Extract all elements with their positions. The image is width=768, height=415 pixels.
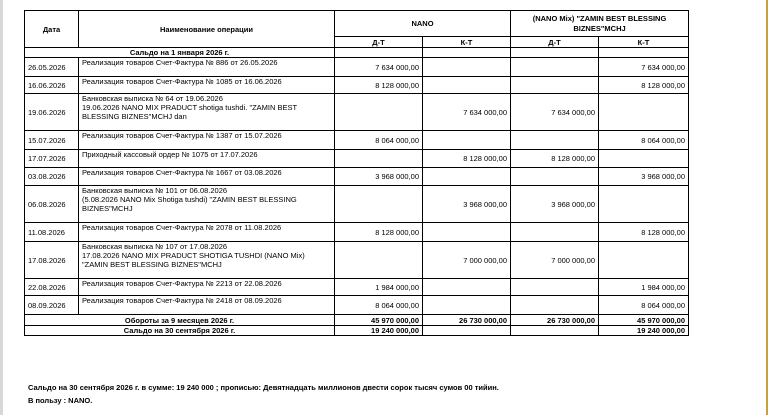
row-party1-debit: 8 128 000,00 [335, 223, 423, 242]
row-party1-debit [335, 186, 423, 223]
footer-balance-text: Сальдо на 30 сентября 2026 г. в сумме: 19 240 000 ; прописью: Девятнадцать миллионов двести сорок тысяч сумов 00 тийин. [28, 383, 499, 392]
row-party2-debit: 8 128 000,00 [511, 150, 599, 168]
row-party1-debit: 8 064 000,00 [335, 131, 423, 150]
table-row [25, 296, 689, 315]
row-description: Приходный кассовый ордер № 1075 от 17.07.2026 [79, 150, 335, 168]
row-description: Банковская выписка № 107 от 17.08.2026 17.08.2026 NANO MIX PRADUCT SHOTIGA TUSHDI (NANO Mix) "ZAMIN BEST BLESSING BIZNES"MCHJ [79, 242, 335, 279]
row-party2-debit [511, 279, 599, 296]
row-party1-credit: 3 968 000,00 [423, 186, 511, 223]
row-party1-debit: 8 064 000,00 [335, 296, 423, 315]
row-party2-credit: 8 128 000,00 [599, 77, 689, 94]
party2-debit-header: Д-Т [511, 37, 599, 48]
row-date: 17.08.2026 [25, 242, 79, 279]
table-row [25, 223, 689, 242]
opening-balance-row [25, 48, 689, 58]
closing-balance-label: Сальдо на 30 сентября 2026 г. [25, 326, 335, 336]
row-party1-credit [423, 77, 511, 94]
row-party1-credit [423, 131, 511, 150]
turnover-row [25, 315, 689, 326]
row-party1-credit: 7 634 000,00 [423, 94, 511, 131]
row-party2-debit: 7 634 000,00 [511, 94, 599, 131]
row-date: 17.07.2026 [25, 150, 79, 168]
row-party1-credit [423, 296, 511, 315]
table-row [25, 279, 689, 296]
row-party2-credit [599, 186, 689, 223]
row-party2-credit [599, 242, 689, 279]
party1-credit-header: К-Т [423, 37, 511, 48]
date-column-header: Дата [25, 11, 79, 48]
opening-balance-label: Сальдо на 1 января 2026 г. [25, 48, 335, 58]
table-row [25, 186, 689, 223]
row-party2-debit [511, 131, 599, 150]
party1-debit-header: Д-Т [335, 37, 423, 48]
row-party1-debit [335, 150, 423, 168]
row-party1-debit: 1 984 000,00 [335, 279, 423, 296]
party2-header: (NANO Mix) "ZAMIN BEST BLESSING BIZNES"MCHJ [511, 11, 689, 37]
row-date: 26.05.2026 [25, 58, 79, 77]
row-party2-debit [511, 296, 599, 315]
operation-column-header: Наименование операции [79, 11, 335, 48]
party1-header: NANO [335, 11, 511, 37]
closing-balance-row [25, 326, 689, 336]
reconciliation-table [24, 10, 689, 336]
party2-credit-header: К-Т [599, 37, 689, 48]
row-party1-credit [423, 168, 511, 186]
row-party2-credit [599, 150, 689, 168]
row-party2-credit [599, 94, 689, 131]
row-party2-debit: 7 000 000,00 [511, 242, 599, 279]
table-row [25, 131, 689, 150]
row-party1-credit [423, 279, 511, 296]
row-party2-credit: 1 984 000,00 [599, 279, 689, 296]
closing-balance-d1: 19 240 000,00 [335, 326, 423, 336]
row-description: Банковская выписка № 64 от 19.06.2026 19.06.2026 NANO MIX PRADUCT shotiga tushdi. "ZAMIN BEST BLESSING BIZNES"MCHJ dan [79, 94, 335, 131]
row-party1-credit: 8 128 000,00 [423, 150, 511, 168]
row-party2-debit [511, 168, 599, 186]
turnover-d1: 45 970 000,00 [335, 315, 423, 326]
row-description: Реализация товаров Счет-Фактура № 886 от 26.05.2026 [79, 58, 335, 77]
row-date: 11.08.2026 [25, 223, 79, 242]
turnover-label: Обороты за 9 месяцев 2026 г. [25, 315, 335, 326]
table-row [25, 242, 689, 279]
row-party1-debit: 8 128 000,00 [335, 77, 423, 94]
row-date: 15.07.2026 [25, 131, 79, 150]
table-row [25, 94, 689, 131]
row-party2-debit [511, 58, 599, 77]
row-party1-credit [423, 58, 511, 77]
row-description: Реализация товаров Счет-Фактура № 2418 от 08.09.2026 [79, 296, 335, 315]
row-description: Реализация товаров Счет-Фактура № 2078 от 11.08.2026 [79, 223, 335, 242]
row-party2-credit: 8 064 000,00 [599, 296, 689, 315]
row-party2-credit: 8 128 000,00 [599, 223, 689, 242]
turnover-c2: 45 970 000,00 [599, 315, 689, 326]
row-party2-credit: 3 968 000,00 [599, 168, 689, 186]
table-row [25, 168, 689, 186]
row-description: Реализация товаров Счет-Фактура № 2213 от 22.08.2026 [79, 279, 335, 296]
left-scroll-gutter [0, 0, 3, 415]
footer-in-favor-text: В пользу : NANO. [28, 396, 93, 405]
turnover-c1: 26 730 000,00 [423, 315, 511, 326]
row-date: 08.09.2026 [25, 296, 79, 315]
row-party2-debit [511, 223, 599, 242]
row-date: 22.08.2026 [25, 279, 79, 296]
table-row [25, 150, 689, 168]
table-row [25, 58, 689, 77]
row-party1-credit [423, 223, 511, 242]
row-date: 06.08.2026 [25, 186, 79, 223]
row-party1-debit: 3 968 000,00 [335, 168, 423, 186]
row-party1-debit: 7 634 000,00 [335, 58, 423, 77]
row-party2-credit: 8 064 000,00 [599, 131, 689, 150]
row-description: Реализация товаров Счет-Фактура № 1667 от 03.08.2026 [79, 168, 335, 186]
turnover-d2: 26 730 000,00 [511, 315, 599, 326]
row-date: 19.06.2026 [25, 94, 79, 131]
row-date: 03.08.2026 [25, 168, 79, 186]
row-party2-credit: 7 634 000,00 [599, 58, 689, 77]
row-party1-debit [335, 242, 423, 279]
row-description: Реализация товаров Счет-Фактура № 1387 от 15.07.2026 [79, 131, 335, 150]
row-party2-debit [511, 77, 599, 94]
row-party2-debit: 3 968 000,00 [511, 186, 599, 223]
row-date: 16.06.2026 [25, 77, 79, 94]
row-party1-credit: 7 000 000,00 [423, 242, 511, 279]
closing-balance-c2: 19 240 000,00 [599, 326, 689, 336]
row-description: Банковская выписка № 101 от 06.08.2026 (5.08.2026 NANO Mix Shotiga tushdi) "ZAMIN BEST BLESSING BIZNES"MCHJ [79, 186, 335, 223]
row-description: Реализация товаров Счет-Фактура № 1085 от 16.06.2026 [79, 77, 335, 94]
table-row [25, 77, 689, 94]
row-party1-debit [335, 94, 423, 131]
table-header-row [25, 11, 689, 37]
